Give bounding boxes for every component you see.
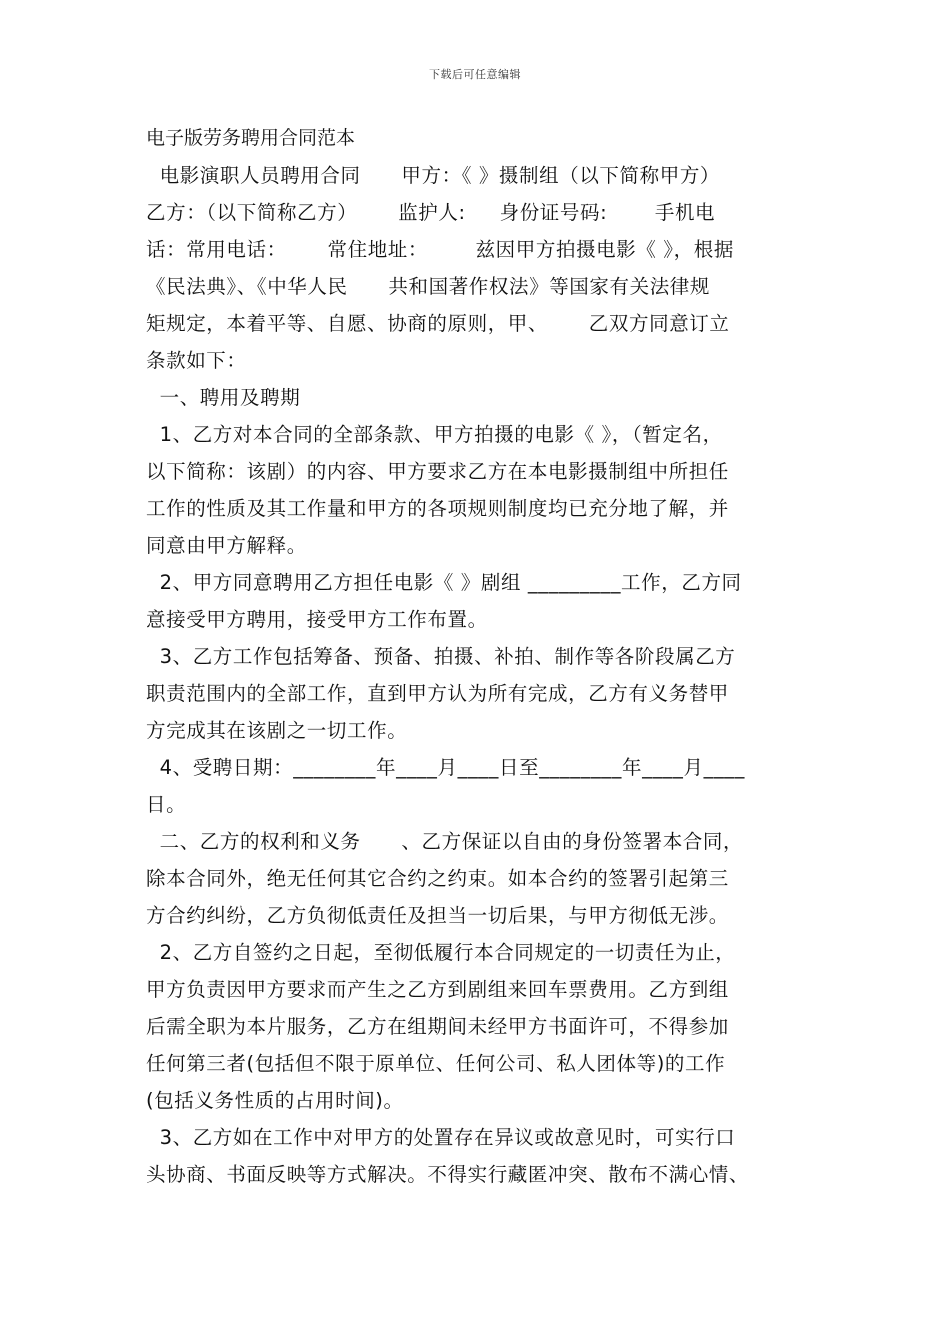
clause-2-3 — [146, 1119, 826, 1193]
text-line: 甲方负责因甲方要求而产生之乙方到剧组来回车票费用。乙方到组 — [146, 978, 729, 1001]
page-header: 下载后可任意编辑 — [429, 68, 521, 81]
text-line: 二、乙方的权利和义务 、乙方保证以自由的身份签署本合同， — [146, 830, 744, 853]
document-body — [146, 120, 826, 1193]
text-line: 方合约纠纷，乙方负彻低责任及担当一切后果，与甲方彻低无涉。 — [146, 904, 729, 927]
text-line: 日。 — [146, 793, 187, 816]
clause-1-2 — [146, 564, 826, 638]
text-line: 意接受甲方聘用，接受甲方工作布置。 — [146, 608, 488, 631]
clause-2-2 — [146, 934, 826, 1119]
text-line: 一、聘用及聘期 — [146, 386, 301, 409]
section-heading-1 — [146, 379, 826, 416]
paragraph-intro — [146, 157, 826, 379]
text-line: 同意由甲方解释。 — [146, 534, 307, 557]
text-line: 3、乙方如在工作中对甲方的处置存在异议或故意见时，可实行口 — [146, 1126, 736, 1149]
text-line: 4、受聘日期：________年____月____日至________年____月____ — [146, 756, 746, 779]
document-title: 电子版劳务聘用合同范本 — [146, 127, 356, 149]
clause-1-4 — [146, 749, 826, 823]
text-line: 除本合同外，绝无任何其它合约之约束。如本合约的签署引起第三 — [146, 867, 729, 890]
text-line: 3、乙方工作包括筹备、预备、拍摄、补拍、制作等各阶段属乙方 — [146, 645, 736, 668]
text-line: 话：常用电话： 常住地址： 兹因甲方拍摄电影《 》，根据 — [146, 238, 734, 261]
clause-1-3 — [146, 638, 826, 749]
text-line: 后需全职为本片服务，乙方在组期间未经甲方书面许可，不得参加 — [146, 1015, 729, 1038]
text-line: 1、乙方对本合同的全部条款、甲方拍摄的电影《 》，（暂定名， — [146, 423, 723, 446]
text-line: 2、甲方同意聘用乙方担任电影《 》剧组 _________工作，乙方同 — [146, 571, 742, 594]
text-line: 矩规定，本着平等、自愿、协商的原则，甲、 乙双方同意订立 — [146, 312, 730, 335]
clause-1-1 — [146, 416, 826, 564]
text-line: 任何第三者(包括但不限于原单位、任何公司、私人团体等)的工作 — [146, 1052, 726, 1075]
text-line: 以下简称：该剧）的内容、甲方要求乙方在本电影摄制组中所担任 — [146, 460, 729, 483]
section-heading-2 — [146, 823, 826, 934]
text-line: 方完成其在该剧之一切工作。 — [146, 719, 408, 742]
text-line: 职责范围内的全部工作，直到甲方认为所有完成，乙方有义务替甲 — [146, 682, 729, 705]
text-line: 2、乙方自签约之日起，至彻低履行本合同规定的一切责任为止， — [146, 941, 736, 964]
text-line: 乙方：（以下简称乙方） 监护人: 身份证号码: 手机电 — [146, 201, 716, 224]
text-line: 电影演职人员聘用合同 甲方：《 》摄制组（以下简称甲方） — [146, 164, 721, 187]
text-line: (包括义务性质的占用时间)。 — [146, 1089, 404, 1112]
text-line: 条款如下： — [146, 349, 247, 372]
text-line: 头协商、书面反映等方式解决。不得实行藏匿冲突、散布不满心情、 — [146, 1163, 750, 1186]
text-line: 工作的性质及其工作量和甲方的各项规则制度均已充分地了解，并 — [146, 497, 729, 520]
text-line: 《民法典》、《中华人民 共和国著作权法》等国家有关法律规 — [146, 275, 710, 298]
